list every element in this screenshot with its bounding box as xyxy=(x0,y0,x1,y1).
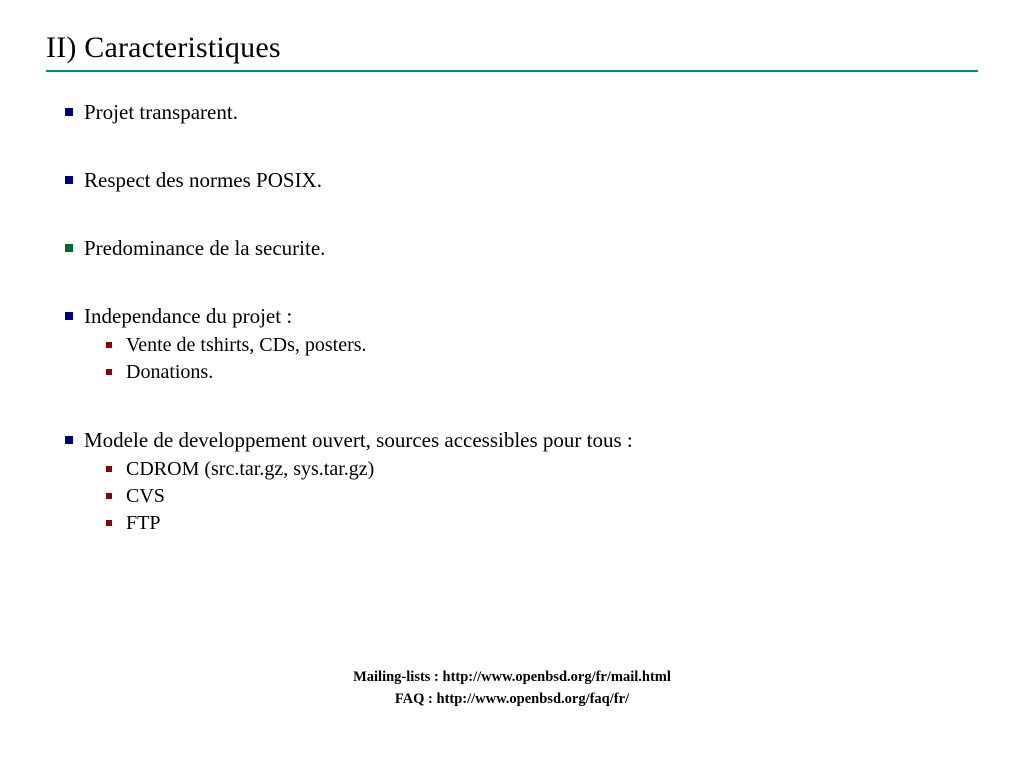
slide-footer xyxy=(0,666,1024,710)
small-square-bullet-icon xyxy=(106,493,112,499)
list-item-label: Predominance de la securite. xyxy=(84,236,326,260)
list-item xyxy=(62,426,982,537)
spacer xyxy=(62,386,982,426)
list-item xyxy=(62,98,982,126)
spacer xyxy=(62,262,982,302)
list-item-label: Modele de developpement ouvert, sources accessibles pour tous : xyxy=(84,428,633,452)
square-bullet-icon xyxy=(65,176,73,184)
footer-mailing-lists: Mailing-lists : http://www.openbsd.org/fr/mail.html xyxy=(353,669,671,685)
sub-list-item xyxy=(84,359,982,386)
spacer xyxy=(62,126,982,166)
sub-list-item xyxy=(84,456,982,483)
square-bullet-icon xyxy=(65,244,73,252)
footer-faq: FAQ : http://www.openbsd.org/faq/fr/ xyxy=(394,691,630,707)
square-bullet-icon xyxy=(65,108,73,116)
sub-list-item xyxy=(84,483,982,510)
small-square-bullet-icon xyxy=(106,369,112,375)
title-divider xyxy=(46,70,978,72)
sub-list xyxy=(84,332,982,386)
list-item-label: Projet transparent. xyxy=(84,100,238,124)
bullet-list xyxy=(62,98,982,537)
sub-list-item xyxy=(84,510,982,537)
list-item-label: Respect des normes POSIX. xyxy=(84,168,322,192)
list-item xyxy=(62,166,982,194)
page-title: II) Caracteristiques xyxy=(46,31,281,64)
sub-list-item-label: Donations. xyxy=(126,361,214,383)
square-bullet-icon xyxy=(65,312,73,320)
sub-list xyxy=(84,456,982,537)
small-square-bullet-icon xyxy=(106,342,112,348)
spacer xyxy=(62,194,982,234)
sub-list-item xyxy=(84,332,982,359)
square-bullet-icon xyxy=(65,436,73,444)
small-square-bullet-icon xyxy=(106,466,112,472)
sub-list-item-label: FTP xyxy=(126,512,161,534)
list-item xyxy=(62,234,982,262)
list-item-label: Independance du projet : xyxy=(84,304,293,328)
sub-list-item-label: CDROM (src.tar.gz, sys.tar.gz) xyxy=(126,458,375,480)
sub-list-item-label: Vente de tshirts, CDs, posters. xyxy=(126,334,367,356)
small-square-bullet-icon xyxy=(106,520,112,526)
list-item xyxy=(62,302,982,386)
sub-list-item-label: CVS xyxy=(126,485,165,507)
